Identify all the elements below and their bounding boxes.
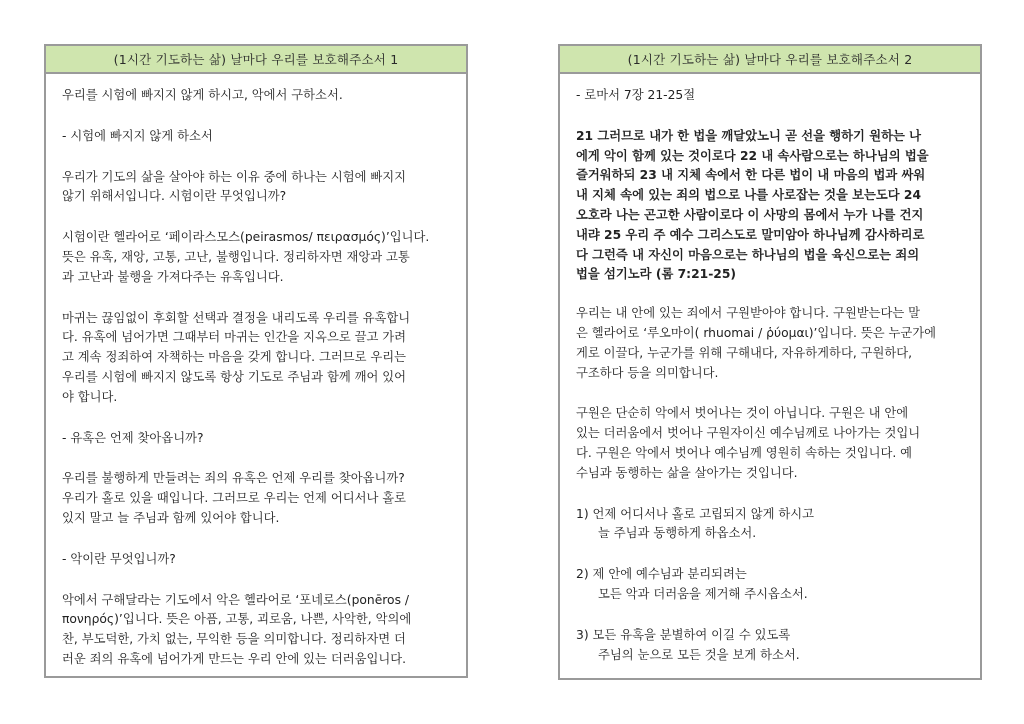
page-2-header: (1시간 기도하는 삶) 날마다 우리를 보호해주소서 2	[560, 46, 980, 74]
paragraph: 우리가 기도의 삶을 살아야 하는 이유 중에 하나는 시험에 빠지지 않기 위해서입니다. 시험이란 무엇입니까?	[62, 169, 407, 204]
page-2-body	[560, 74, 980, 665]
heading-temptation: - 시험에 빠지지 않게 하소서	[62, 128, 213, 143]
heading-evil: - 악이란 무엇입니까?	[62, 551, 176, 566]
paragraph: 구원은 단순히 악에서 벗어나는 것이 아닙니다. 구원은 내 안에 있는 더러움에서 벗어나 구원자이신 예수님께로 나아가는 것입니 다. 구원은 악에서 벗어나 예수님께 영원히 속하는 것입니다. 예 수님과 동행하는 삶을 살아가는 것입니다.	[576, 406, 921, 480]
prayer-item	[576, 626, 964, 666]
paragraph: 시험이란 헬라어로 ‘페이라스모스(peirasmos/ πειρασμός)’입니다. 뜻은 유혹, 재앙, 고통, 고난, 불행입니다. 정리하자면 재앙과 고통 과 고난과 불행을 가져다주는 유혹입니다.	[62, 230, 430, 284]
prayer-item-line1: 3) 모든 유혹을 분별하여 이길 수 있도록	[576, 627, 791, 642]
prayer-item	[576, 565, 964, 605]
prayer-item	[576, 505, 964, 545]
prayer-item-line2: 주님의 눈으로 모든 것을 보게 하소서.	[598, 647, 800, 662]
scripture-reference: - 로마서 7장 21-25절	[576, 88, 696, 102]
page-1-header: (1시간 기도하는 삶) 날마다 우리를 보호해주소서 1	[46, 46, 466, 74]
page-2	[558, 44, 982, 680]
prayer-item-line1: 1) 언제 어디서나 홀로 고립되지 않게 하시고	[576, 506, 815, 521]
heading-when-temptation: - 유혹은 언제 찾아옵니까?	[62, 430, 204, 445]
paragraph: 우리를 불행하게 만들려는 죄의 유혹은 언제 우리를 찾아옵니까? 우리가 홀로 있을 때입니다. 그러므로 우리는 언제 어디서나 홀로 있지 말고 늘 주님과 함께 있어야 합니다.	[62, 471, 407, 525]
prayer-item-line2: 모든 악과 더러움을 제거해 주시옵소서.	[598, 586, 808, 601]
prayer-item-line1: 2) 제 안에 예수님과 분리되려는	[576, 567, 747, 582]
page-1	[44, 44, 468, 678]
paragraph: 악에서 구해달라는 기도에서 악은 헬라어로 ‘포네로스(ponēros / πονηρός)’입니다. 뜻은 아픔, 고통, 괴로움, 나쁜, 사악한, 악의에 찬, 부도덕한, 가치 없는, 무익한 등을 의미합니다. 정리하자면 더 러운 죄의 유혹에 넘어가게 만드는 우리 안에 있는 더러움입니다.	[62, 592, 412, 666]
paragraph: 우리는 내 안에 있는 죄에서 구원받아야 합니다. 구원받는다는 말 은 헬라어로 ‘루오마이( rhuomai / ῥύομαι)’입니다. 뜻은 누군가에 게로 이끌다, 누군가를 위해 구해내다, 자유하게하다, 구원하다, 구조하다 등을 의미합니다.	[576, 306, 937, 380]
paragraph: 마귀는 끊임없이 후회할 선택과 결정을 내리도록 우리를 유혹합니 다. 유혹에 넘어가면 그때부터 마귀는 인간을 지옥으로 끌고 가려 고 계속 정죄하여 자책하는 마음을 갖게 합니다. 그러므로 우리는 우리를 시험에 빠지지 않도록 항상 기도로 주님과 함께 깨어 있어 야 합니다.	[62, 310, 411, 404]
intro-prayer: 우리를 시험에 빠지지 않게 하시고, 악에서 구하소서.	[62, 88, 343, 102]
prayer-item-line2: 늘 주님과 동행하게 하옵소서.	[598, 526, 757, 541]
page-1-body	[46, 74, 466, 670]
scripture-verse: 21 그러므로 내가 한 법을 깨달았노니 곧 선을 행하기 원하는 나 에게 악이 함께 있는 것이로다 22 내 속사람으로는 하나님의 법을 즐거워하되 23 내 지체 속에서 한 다른 법이 내 마음의 법과 싸워 내 지체 속에 있는 죄의 법으로 나를 사로잡는 것을 보는도다 24 오호라 나는 곤고한 사람이로다 이 사망의 몸에서 누가 나를 건지 내랴 25 우리 주 예수 그리스도로 말미암아 하나님께 감사하리로 다 그런즉 내 자신이 마음으로는 하나님의 법을 육신으로는 죄의 법을 섬기노라 (롬 7:21-25)	[576, 128, 929, 282]
